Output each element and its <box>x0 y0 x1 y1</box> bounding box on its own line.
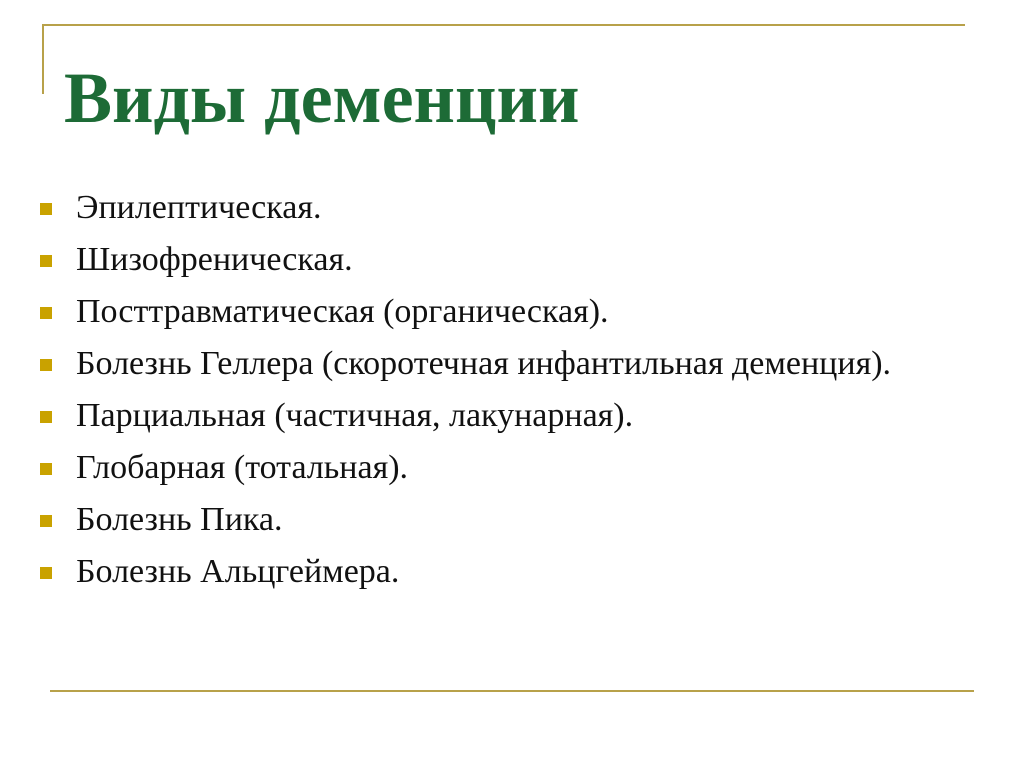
list-item-text: Парциальная (частичная, лакунарная). <box>76 397 634 434</box>
list-item-text: Посттравматическая (органическая). <box>76 293 609 330</box>
list-item <box>40 500 1002 540</box>
bullet-list <box>40 188 1002 604</box>
square-bullet-icon <box>40 359 52 371</box>
slide-title: Виды деменции <box>64 58 580 138</box>
list-item <box>40 552 1002 592</box>
square-bullet-icon <box>40 203 52 215</box>
left-rule <box>42 24 44 94</box>
list-item-text: Эпилептическая. <box>76 189 322 226</box>
bottom-rule <box>50 690 974 692</box>
top-rule <box>42 24 965 26</box>
list-item <box>40 188 1002 228</box>
list-item <box>40 344 1002 384</box>
square-bullet-icon <box>40 255 52 267</box>
square-bullet-icon <box>40 567 52 579</box>
list-item-text: Болезнь Геллера (скоротечная инфантильная деменция). <box>76 345 892 382</box>
list-item <box>40 448 1002 488</box>
list-item-text: Глобарная (тотальная). <box>76 449 409 486</box>
list-item-text: Шизофреническая. <box>76 241 353 278</box>
square-bullet-icon <box>40 411 52 423</box>
square-bullet-icon <box>40 463 52 475</box>
list-item <box>40 396 1002 436</box>
square-bullet-icon <box>40 307 52 319</box>
list-item <box>40 240 1002 280</box>
list-item-text: Болезнь Пика. <box>76 501 283 538</box>
list-item <box>40 292 1002 332</box>
square-bullet-icon <box>40 515 52 527</box>
list-item-text: Болезнь Альцгеймера. <box>76 553 400 590</box>
